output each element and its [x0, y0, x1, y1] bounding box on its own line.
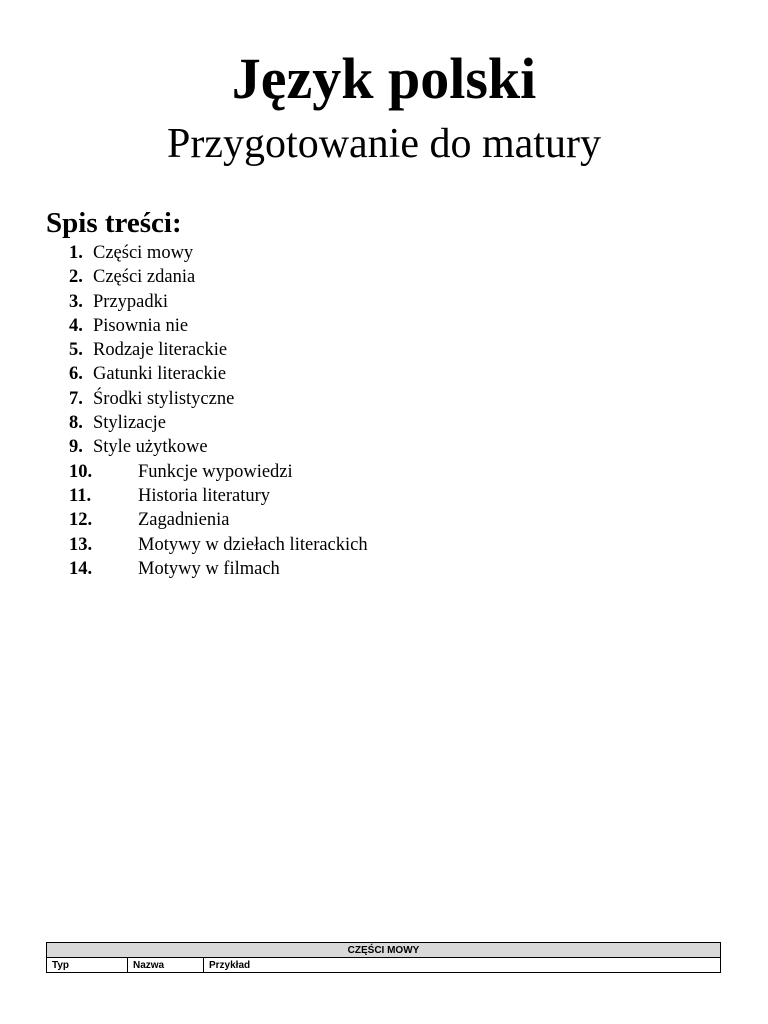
- toc-item-number: 1.: [69, 243, 83, 263]
- toc-heading: Spis treści:: [46, 207, 182, 239]
- toc-item-number: 13.: [69, 534, 93, 555]
- toc-item[interactable]: [0, 290, 700, 314]
- table-of-contents: [0, 241, 700, 581]
- toc-item-number: 12.: [69, 510, 93, 531]
- toc-item[interactable]: [0, 314, 700, 338]
- toc-item-label: Przypadki: [93, 291, 169, 312]
- table-column-row: [47, 958, 721, 973]
- toc-item-label: Funkcje wypowiedzi: [138, 461, 293, 482]
- toc-item-number: 2.: [69, 267, 83, 288]
- toc-item-label: Motywy w dziełach literackich: [138, 534, 368, 555]
- toc-item[interactable]: [0, 557, 700, 581]
- toc-item[interactable]: [0, 241, 700, 265]
- toc-item-label: Części zdania: [93, 267, 196, 288]
- toc-item-label: Style użytkowe: [93, 437, 208, 458]
- toc-item[interactable]: [0, 508, 700, 532]
- toc-item-number: 6.: [69, 364, 83, 385]
- toc-item[interactable]: [0, 387, 700, 411]
- toc-item-number: 9.: [69, 437, 83, 458]
- toc-item-label: Pisownia nie: [93, 315, 189, 336]
- column-header-type: Typ: [47, 958, 128, 973]
- column-header-name: Nazwa: [128, 958, 204, 973]
- toc-item-label: Zagadnienia: [138, 510, 230, 531]
- table-header: CZĘŚCI MOWY: [47, 943, 721, 958]
- toc-item[interactable]: [0, 265, 700, 289]
- toc-item-number: 10.: [69, 461, 93, 482]
- toc-item-number: 4.: [69, 315, 83, 336]
- toc-item-label: Historia literatury: [138, 485, 271, 506]
- toc-item-label: Motywy w filmach: [138, 558, 280, 579]
- toc-item[interactable]: [0, 435, 700, 459]
- toc-item-label: Rodzaje literackie: [93, 340, 228, 361]
- toc-item[interactable]: [0, 533, 700, 557]
- document-title: Język polski: [231, 46, 537, 111]
- document-subtitle: Przygotowanie do matury: [167, 121, 601, 167]
- toc-item-label: Gatunki literackie: [93, 364, 227, 385]
- toc-item-number: 5.: [69, 340, 83, 361]
- toc-item-number: 7.: [69, 388, 83, 409]
- toc-item[interactable]: [0, 460, 700, 484]
- toc-item-label: Stylizacje: [93, 413, 166, 434]
- toc-item-number: 14.: [69, 558, 93, 579]
- toc-item-number: 11.: [69, 485, 92, 506]
- toc-item[interactable]: [0, 362, 700, 386]
- parts-of-speech-table: [46, 942, 721, 973]
- toc-item-number: 3.: [69, 291, 83, 312]
- toc-item-label: Części mowy: [93, 243, 194, 263]
- column-header-example: Przykład: [204, 958, 721, 973]
- toc-item-number: 8.: [69, 413, 83, 434]
- toc-item-label: Środki stylistyczne: [93, 388, 235, 409]
- toc-item[interactable]: [0, 338, 700, 362]
- toc-item[interactable]: [0, 411, 700, 435]
- table-header-row: [47, 943, 721, 958]
- toc-item[interactable]: [0, 484, 700, 508]
